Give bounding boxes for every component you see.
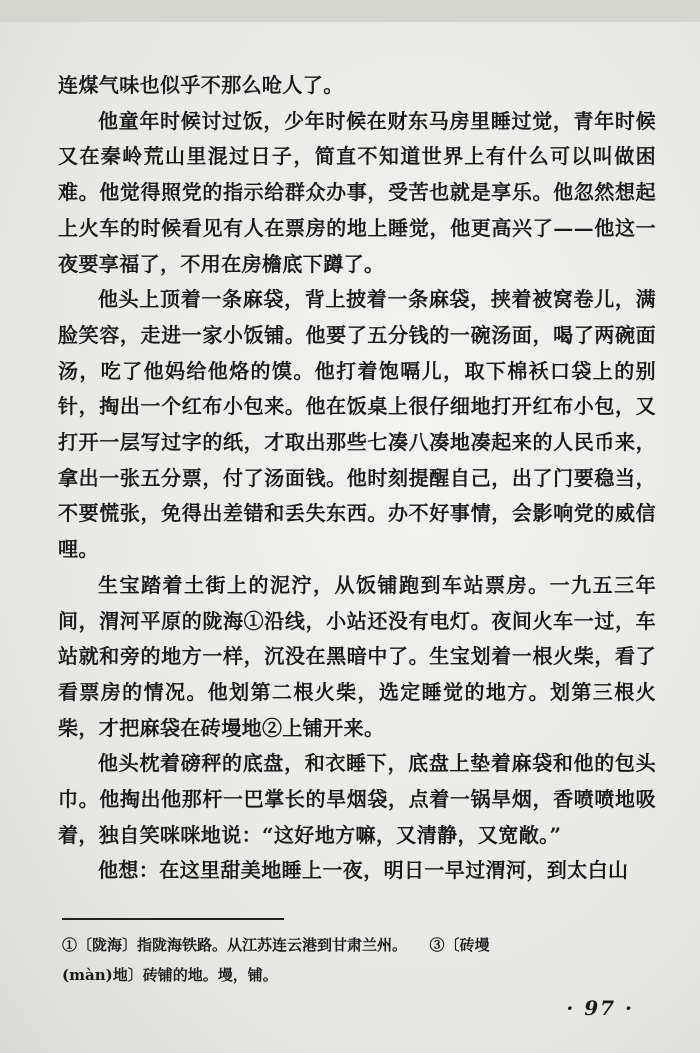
footnote-divider — [62, 918, 284, 920]
footnote-line-2: (màn)地〕砖铺的地。墁，铺。 — [62, 966, 278, 984]
page-number: · 97 · — [566, 996, 634, 1020]
paragraph-3: 他头上顶着一条麻袋，背上披着一条麻袋，挟着被窝卷儿，满脸笑容，走进一家小饭铺。他要了五分钱的一碗汤面，喝了两碗面汤，吃了他妈给他烙的馍。他打着饱嗝儿，取下棉袄口袋上的别针，掏出一个红布小包来。他在饭桌上很仔细地打开红布小包，又打开一层写过字的纸，才取出那些七凑八凑地凑起来的人民币来，拿出一张五分票，付了汤面钱。他时刻提醒自己，出了门要稳当，不要慌张，免得出差错和丢失东西。办不好事情，会影响党的威信哩。 — [58, 287, 656, 562]
page-top-edge — [0, 0, 700, 22]
paragraph-2: 他童年时候讨过饭，少年时候在财东马房里睡过觉，青年时候又在秦岭荒山里混过日子，简直不知道世界上有什么可以叫做困难。他觉得照党的指示给群众办事，受苦也就是享乐。他忽然想起上火车的时候看见有人在票房的地上睡觉，他更高兴了——他这一夜要享福了，不用在房檐底下蹲了。 — [58, 108, 656, 276]
footnote-line-1: ①〔陇海〕指陇海铁路。从江苏连云港到甘肃兰州。 ③〔砖墁 — [62, 936, 490, 954]
paragraph-5: 他头枕着磅秤的底盘，和衣睡下，底盘上垫着麻袋和他的包头巾。他掏出他那杆一巴掌长的旱烟袋，点着一锅旱烟，香喷喷地吸着，独自笑咪咪地说：“这好地方嘛，又清静，又宽敞。” — [58, 751, 656, 847]
paragraph-1: 连煤气味也似乎不那么呛人了。 — [58, 73, 344, 97]
paragraph-6: 他想：在这里甜美地睡上一夜，明日一早过渭河，到太白山 — [98, 858, 629, 883]
body-text — [58, 68, 656, 889]
paragraph-4: 生宝踏着土街上的泥泞，从饭铺跑到车站票房。一九五三年间，渭河平原的陇海①沿线，小站还没有电灯。夜间火车一过，车站就和旁的地方一样，沉没在黑暗中了。生宝划着一根火柴，看了看票房的情况。他划第二根火柴，选定睡觉的地方。划第三根火柴，才把麻袋在砖墁地②上铺开来。 — [58, 572, 656, 740]
footnotes — [62, 930, 652, 990]
